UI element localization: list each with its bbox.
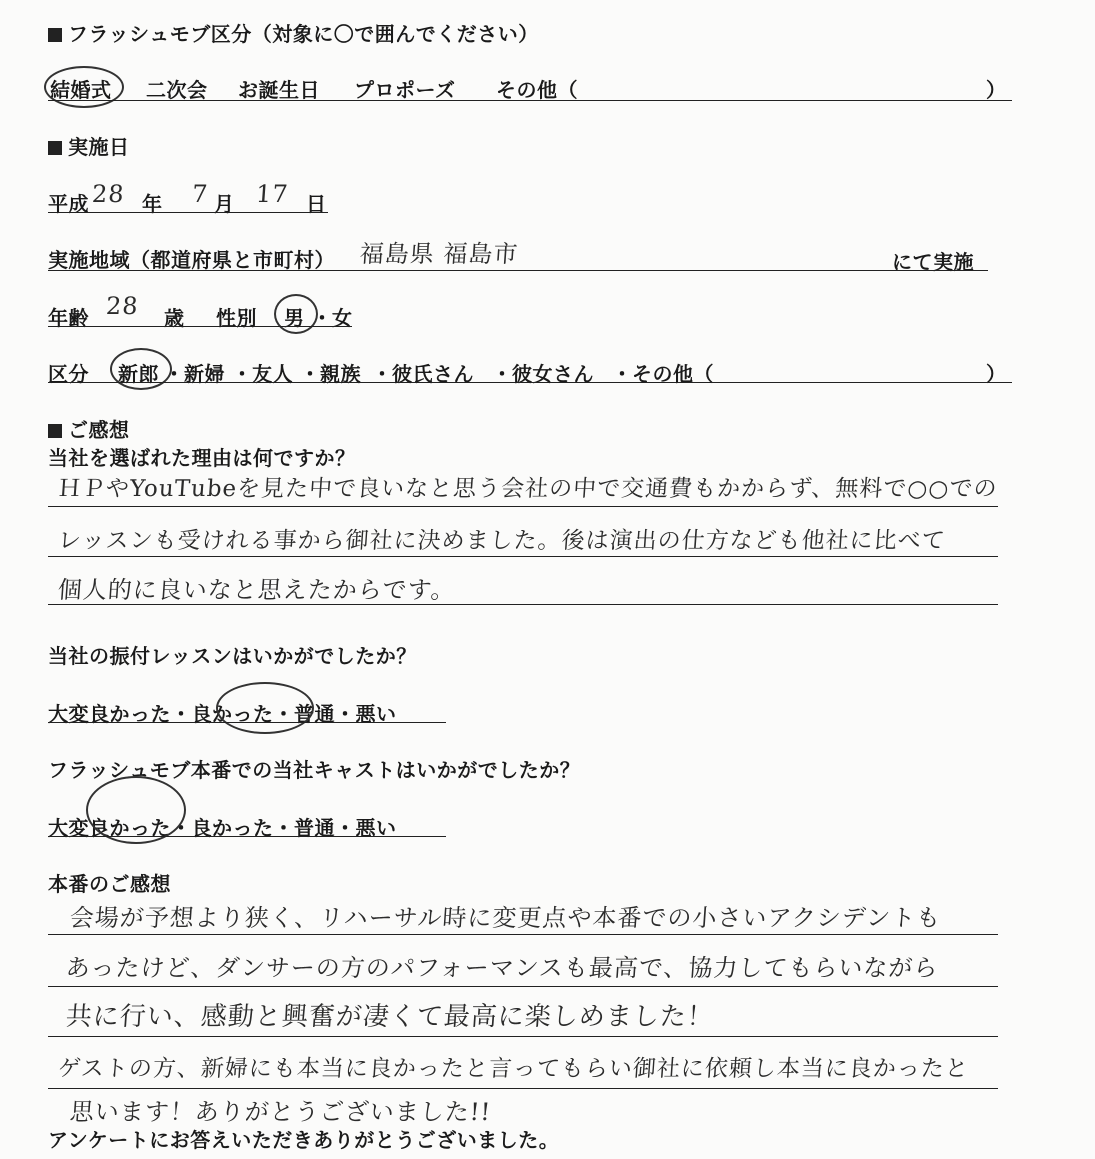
close-paren: ） [986,78,1007,102]
cat-friend: 友人 [252,362,293,386]
q2-bad: 悪い [355,702,397,726]
cat-sep: ・ [232,362,253,386]
gender-male: 男 [284,306,305,330]
age-value: 28 [105,292,140,320]
cat-other: その他（ [632,362,714,386]
circle-mark [86,776,186,844]
cat-bride: 新婦 [184,362,225,386]
answer-4-line-5: 思います！ありがとうございました!! [68,1098,493,1126]
cat-relative: 親族 [320,362,361,386]
gender-sep: ・ [312,306,333,330]
day-value: 17 [255,180,290,208]
cat-sep: ・ [164,362,185,386]
date-heading: 実施日 [48,131,130,160]
option-wedding: 結婚式 [50,78,112,102]
circle-mark [216,682,314,734]
cat-sep: ・ [372,362,393,386]
category-label: 区分 [48,362,89,386]
option-afterparty: 二次会 [146,78,208,102]
era-label: 平成 [48,192,89,216]
section-type-heading: フラッシュモブ区分（対象に〇で囲んでください） [48,18,539,47]
footer-thanks: アンケートにお答えいただきありがとうございました。 [48,1128,560,1152]
underline [48,506,998,507]
circle-mark [44,66,124,108]
answer-1-line-2: レッスンも受けれる事から御社に決めました。後は演出の仕方なども他社に比べて [56,528,947,554]
option-proposal: プロポーズ [354,78,456,102]
answer-4-line-4: ゲストの方、新婦にも本当に良かったと言ってもらい御社に依頼し本当に良かったと [56,1056,970,1082]
month-unit: 月 [214,192,235,216]
answer-4-line-1: 会場が予想より狭く、リハーサル時に変更点や本番での小さいアクシデントも [68,904,943,932]
q3-answers: 大変良かった・良かった・普通・悪い [48,816,397,840]
region-value: 福島県 福島市 [358,240,520,268]
underline [48,1036,998,1037]
underline [48,326,352,327]
q2-good: 良かった [191,702,274,726]
underline [48,836,446,837]
q2-answers: 大変良かった・良かった・普通・悪い [48,702,397,726]
region-label: 実施地域（都道府県と市町村） [48,248,335,272]
cat-sep: ・ [300,362,321,386]
underline [48,212,328,213]
gender-female: 女 [332,306,353,330]
question-3: フラッシュモブ本番での当社キャストはいかがでしたか？ [48,758,581,782]
underline [48,934,998,935]
question-2: 当社の振付レッスンはいかがでしたか？ [48,644,417,668]
answer-4-line-2: あったけど、ダンサーの方のパフォーマンスも最高で、協力してもらいながら [64,954,940,982]
q2-very-good: 大変良かった [48,702,171,726]
cat-sep: ・ [612,362,633,386]
q3-good: 良かった [191,816,274,840]
cat-girlfriend: 彼女さん [512,362,594,386]
q3-normal: 普通 [294,816,335,840]
cat-sep: ・ [492,362,513,386]
day-unit: 日 [306,192,327,216]
age-label: 年齢 [48,306,89,330]
option-other: その他（ [496,78,578,102]
close-paren: ） [986,362,1007,386]
cat-groom: 新郎 [118,362,159,386]
q2-normal: 普通 [294,702,335,726]
circle-mark [110,348,172,390]
answer-1-line-3: 個人的に良いなと思えたからです。 [56,576,457,604]
year-value: 28 [91,180,126,208]
underline [48,604,998,605]
question-4: 本番のご感想 [48,872,171,896]
year-unit: 年 [142,192,163,216]
underline [48,1088,998,1089]
question-1: 当社を選ばれた理由は何ですか？ [48,446,356,470]
gender-label: 性別 [216,306,257,330]
age-unit: 歳 [164,306,185,330]
region-suffix: にて実施 [892,250,974,274]
month-value: 7 [191,180,210,208]
underline [48,556,998,557]
q3-bad: 悪い [355,816,397,840]
underline [48,270,988,271]
option-birthday: お誕生日 [238,78,320,102]
underline [48,986,998,987]
cat-boyfriend: 彼氏さん [392,362,474,386]
answer-4-line-3: 共に行い、感動と興奮が凄くて最高に楽しめました！ [64,1002,715,1032]
impressions-heading: ご感想 [48,414,130,443]
q3-very-good: 大変良かった [48,816,171,840]
underline [48,722,446,723]
answer-1-line-1: ＨＰやYouTubeを見た中で良いなと思う会社の中で交通費もかからず、無料で○○での [56,476,999,502]
underline [48,382,1012,383]
underline [48,100,1012,101]
